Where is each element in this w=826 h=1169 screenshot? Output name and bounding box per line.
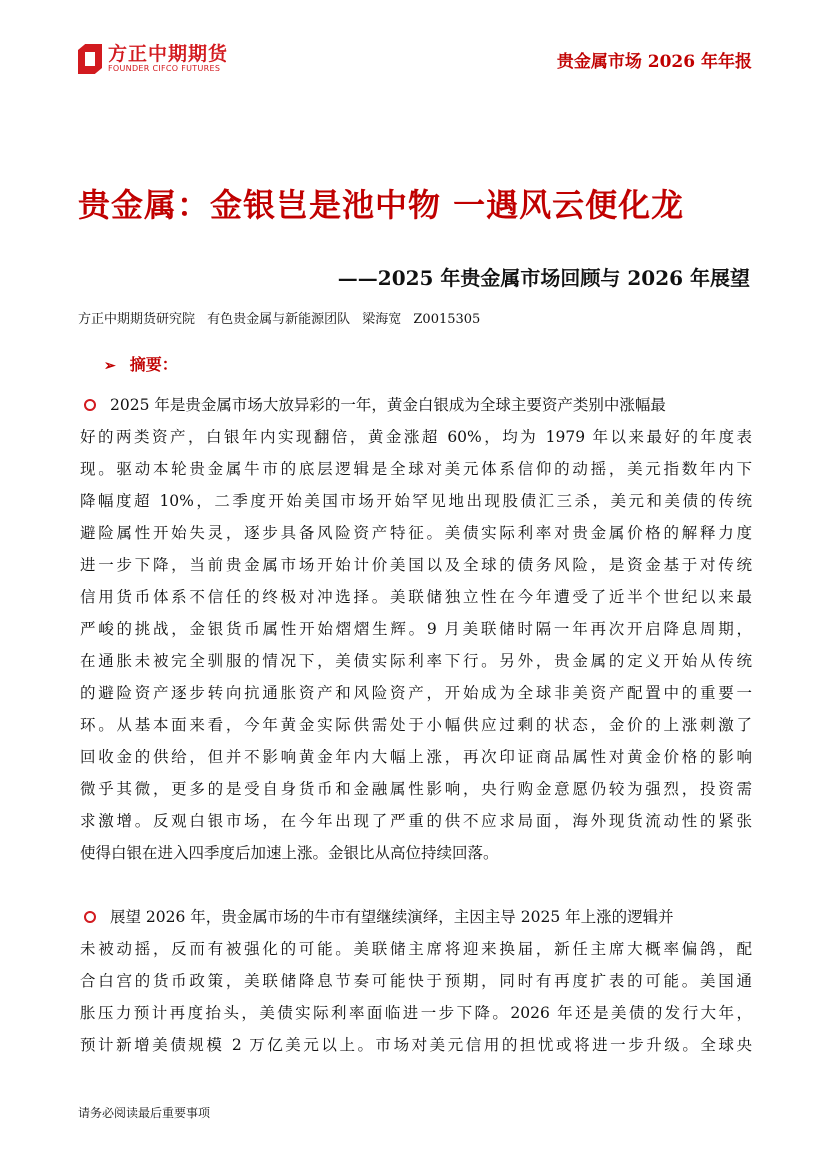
line-text: 现。驱动本轮贵金属牛市的底层逻辑是全球对美元体系信仰的动摇，美元指数年内下 <box>80 460 752 478</box>
logo-name-en: FOUNDER CIFCO FUTURES <box>108 64 221 73</box>
line-text: 环。从基本面来看，今年黄金实际供需处于小幅供应过剩的状态，金价的上涨刺激了 <box>80 716 752 734</box>
footer-disclaimer: 请务必阅读最后重要事项 <box>78 1106 211 1120</box>
report-tag: 贵金属市场 2026 年年报 <box>556 52 752 72</box>
paragraph-line <box>80 933 752 965</box>
summary-label: 摘要： <box>129 355 178 374</box>
circle-bullet-icon <box>84 399 96 411</box>
summary-paragraph-1 <box>80 389 752 869</box>
paragraph-line <box>80 709 752 741</box>
line-text: 未被动摇，反而有被强化的可能。美联储主席将迎来换届，新任主席大概率偏鸽，配 <box>80 940 752 958</box>
paragraph-line <box>80 1029 752 1061</box>
paragraph-line <box>80 677 752 709</box>
line-text: 的避险资产逐步转向抗通胀资产和风险资产，开始成为全球非美资产配置中的重要一 <box>80 684 752 702</box>
summary-paragraph-2 <box>80 901 752 1061</box>
paragraph-line <box>80 965 752 997</box>
line-text: 严峻的挑战，金银货币属性开始熠熠生辉。9 月美联储时隔一年再次开启降息周期， <box>80 620 752 638</box>
line-text: 进一步下降，当前贵金属市场开始计价美国以及全球的债务风险，是资金基于对传统 <box>80 556 752 574</box>
paragraph-line <box>80 901 752 933</box>
line-text: 2025 年是贵金属市场大放异彩的一年，黄金白银成为全球主要资产类别中涨幅最 <box>110 396 666 414</box>
line-text: 好的两类资产，白银年内实现翻倍，黄金涨超 60%，均为 1979 年以来最好的年度表 <box>80 428 752 446</box>
line-text: 使得白银在进入四季度后加速上涨。金银比从高位持续回落。 <box>80 844 499 862</box>
logo-name-cn: 方正中期期货 <box>108 43 229 65</box>
paragraph-line <box>80 837 752 869</box>
summary-heading <box>104 352 178 375</box>
paragraph-line <box>80 421 752 453</box>
company-logo <box>78 44 228 74</box>
line-text: 降幅度超 10%，二季度开始美国市场开始罕见地出现股债汇三杀，美元和美债的传统 <box>80 492 752 510</box>
line-text: 求激增。反观白银市场，在今年出现了严重的供不应求局面，海外现货流动性的紧张 <box>80 812 752 830</box>
paragraph-line <box>80 549 752 581</box>
line-text: 预计新增美债规模 2 万亿美元以上。市场对美元信用的担忧或将进一步升级。全球央 <box>80 1036 752 1054</box>
paragraph-line <box>80 453 752 485</box>
logo-mark-icon <box>78 44 102 74</box>
paragraph-line <box>80 997 752 1029</box>
line-text: 合白宫的货币政策，美联储降息节奏可能快于预期，同时有再度扩表的可能。美国通 <box>80 972 752 990</box>
paragraph-line <box>80 389 752 421</box>
line-text: 在通胀未被完全驯服的情况下，美债实际利率下行。另外，贵金属的定义开始从传统 <box>80 652 752 670</box>
circle-bullet-icon <box>84 911 96 923</box>
paragraph-line <box>80 741 752 773</box>
line-text: 展望 2026 年，贵金属市场的牛市有望继续演绎，主因主导 2025 年上涨的逻辑并 <box>110 908 674 926</box>
line-text: 胀压力预计再度抬头，美债实际利率面临进一步下降。2026 年还是美债的发行大年， <box>80 1004 752 1022</box>
paragraph-line <box>80 645 752 677</box>
line-text: 信用货币体系不信任的终极对冲选择。美联储独立性在今年遭受了近半个世纪以来最 <box>80 588 752 606</box>
paragraph-line <box>80 581 752 613</box>
line-text: 微乎其微，更多的是受自身货币和金融属性影响，央行购金意愿仍较为强烈，投资需 <box>80 780 752 798</box>
paragraph-line <box>80 773 752 805</box>
paragraph-line <box>80 613 752 645</box>
author-line: 方正中期期货研究院 有色贵金属与新能源团队 梁海宽 Z0015305 <box>78 312 481 327</box>
paragraph-line <box>80 805 752 837</box>
paragraph-line <box>80 485 752 517</box>
line-text: 避险属性开始失灵，逐步具备风险资产特征。美债实际利率对贵金属价格的解释力度 <box>80 524 752 542</box>
paragraph-line <box>80 517 752 549</box>
arrow-bullet-icon: ➢ <box>104 358 116 374</box>
line-text: 回收金的供给，但并不影响黄金年内大幅上涨，再次印证商品属性对黄金价格的影响 <box>80 748 752 766</box>
document-subtitle: ——2025 年贵金属市场回顾与 2026 年展望 <box>337 266 750 290</box>
document-title: 贵金属：金银岂是池中物 一遇风云便化龙 <box>78 186 685 224</box>
